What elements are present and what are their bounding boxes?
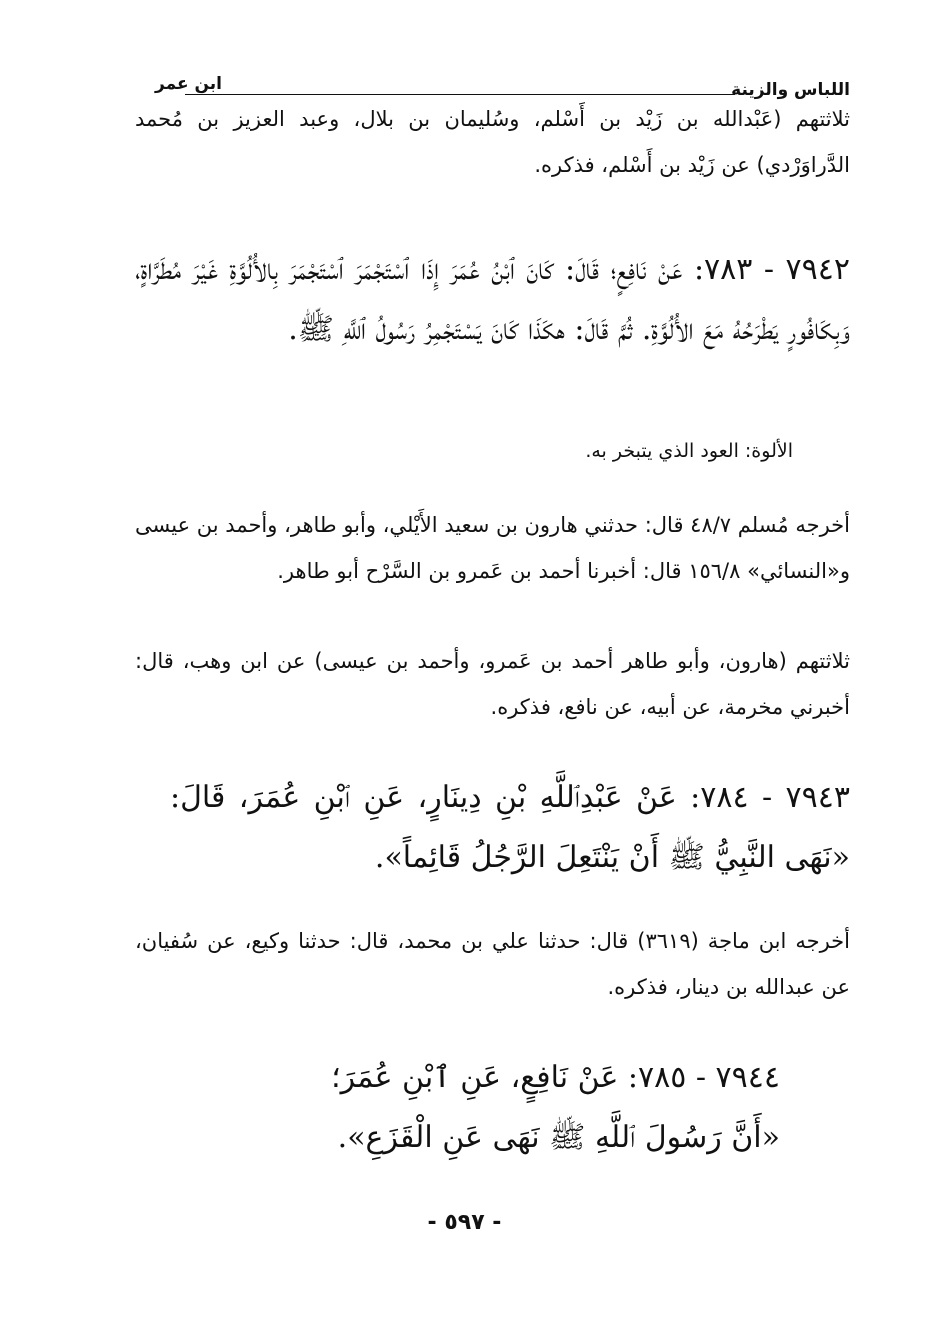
- paragraph-takhrij-1: أخرجه مُسلم ٤٨/٧ قال: حدثني هارون بن سعيد الأَيْلي، وأبو طاهر، وأحمد بن عيسى و«النسائي» ١٥٦/٨ قال: أخبرنا أحمد بن عَمرو بن السَّرْح أبو طاهر.: [135, 513, 851, 583]
- page-number: - ٥٩٧ -: [427, 1210, 502, 1235]
- paragraph-narrators-1: ثلاثتهم (عَبْدالله بن زَيْد بن أَسْلم، وسُليمان بن بلال، وعبد العزيز بن مُحمد الدَّراوَرْدي) عن زَيْد بن أَسْلم، فذكره.: [135, 107, 850, 177]
- chapter-title: اللباس والزينة: [731, 80, 850, 100]
- gloss-aluwwa: الألوة: العود الذي يتبخر به.: [585, 440, 793, 462]
- paragraph-narrators-2: ثلاثتهم (هارون، وأبو طاهر أحمد بن عَمرو، وأحمد بن عيسى) عن ابن وهب، قال: أخبرني مخرمة، عن أبيه، عن نافع، فذكره.: [135, 649, 850, 719]
- hadith-7943: ٧٩٤٣ - ٧٨٤: عَنْ عَبْدِٱللَّهِ بْنِ دِينَارٍ، عَنِ ٱبْنِ عُمَرَ، قَالَ: «نَهَى النَّبِيُّ ﷺ أَنْ يَنْتَعِلَ الرَّجُلُ قَائِماً».: [170, 780, 850, 875]
- paragraph-takhrij-2: أخرجه ابن ماجة (٣٦١٩) قال: حدثنا علي بن محمد، قال: حدثنا وكيع، عن سُفيان، عن عبدالله بن دينار، فذكره.: [135, 929, 850, 999]
- hadith-7944-line-2: «أَنَّ رَسُولَ ٱللَّهِ ﷺ نَهَى عَنِ الْقَزَعِ».: [337, 1120, 780, 1155]
- hadith-7942: ٧٩٤٢ - ٧٨٣: عَنْ نَافِعٍ؛ قَالَ: كَانَ ٱبْنُ عُمَرَ إِذَا ٱسْتَجْمَرَ ٱسْتَجْمَرَ بِالأُلُوَّةِ غَيْرَ مُطَرَّاةٍ، وَبِكَافُورٍ يَطْرَحُهُ مَعَ الأُلُوَّةِ. ثُمَّ قَالَ: هكَذَا كَانَ يَسْتَجْمِرُ رَسُولُ ٱللَّهِ ﷺ.: [135, 252, 850, 347]
- header-rule: [185, 94, 735, 95]
- hadith-7944-line-1: ٧٩٤٤ - ٧٨٥: عَنْ نَافِعٍ، عَنِ ٱبْنِ عُمَرَ؛: [331, 1060, 780, 1095]
- section-title: ابن عمر: [155, 74, 223, 94]
